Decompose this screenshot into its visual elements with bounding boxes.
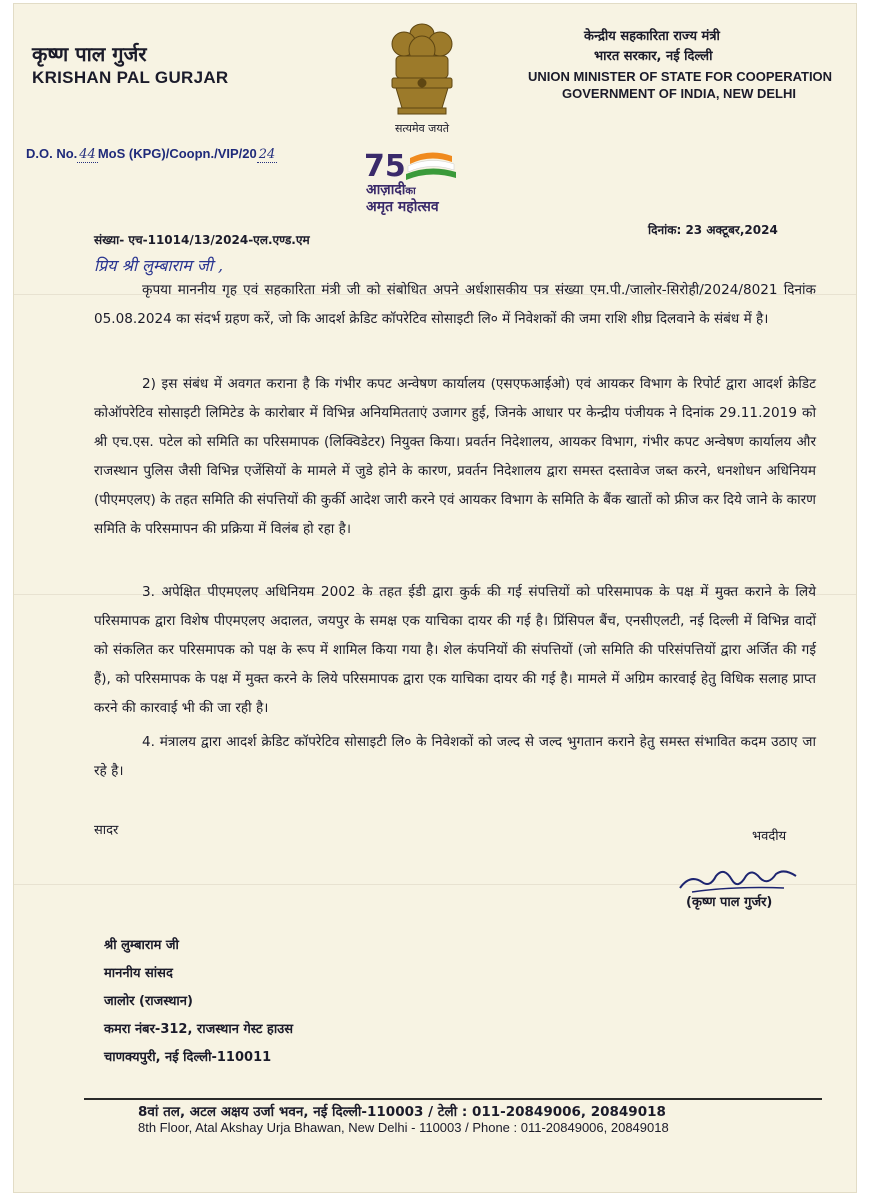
do-prefix: D.O. No.	[26, 146, 78, 161]
reference-number: संख्या- एच-11014/13/2024-एल.एण्ड.एम	[94, 233, 310, 247]
designation-english-1: UNION MINISTER OF STATE FOR COOPERATION	[528, 69, 833, 84]
designation-hindi-1: केन्द्रीय सहकारिता राज्य मंत्री	[584, 29, 720, 44]
closing-yours: भवदीय	[752, 829, 787, 844]
minister-name-hindi: कृष्ण पाल गुर्जर	[32, 42, 147, 66]
do-middle: MoS (KPG)/Coopn./VIP/20	[97, 146, 257, 161]
closing-regards: सादर	[94, 823, 119, 838]
letter-date: दिनांक: 23 अक्टूबर,2024	[648, 223, 778, 237]
paragraph-3: 3. अपेक्षित पीएमएलए अधिनियम 2002 के तहत ईडी द्वारा कुर्क की गई संपत्तियों को परिसमापक के पक्ष में मुक्त कराने के लिये परिसमापक द्वारा विशेष पीएमएलए अदालत, जयपुर के समक्ष एक याचिका दायर की गई है। प्रिंसिपल बैंच, एनसीएलटी, नई दिल्ली में विभिन्न वादों को संकलित कर परिसमापक को पक्ष के रूप में शामिल किया गया है। शेल कंपनियों की संपत्तियों (जो समिति की परिसंपत्तियों द्वारा अर्जित की गई हैं), को परिसमापक के पक्ष में मुक्त करने के लिये परिसमापक द्वारा एक याचिका दायर की गई है। मामले में अग्रिम कारवाई हेतु विधिक सलाह प्राप्त करने की कारवाई भी की जा रही है।	[94, 584, 816, 716]
addressee-line-4: कमरा नंबर-312, राजस्थान गेस्ट हाउस	[104, 1022, 294, 1037]
addressee-line-5: चाणक्यपुरी, नई दिल्ली-110011	[104, 1050, 272, 1065]
azadi-number: 75	[364, 149, 406, 184]
national-emblem-icon	[382, 20, 462, 120]
azadi-word: आज़ादी	[366, 182, 406, 198]
azadi-text-line2: अमृत महोत्सव	[366, 199, 439, 215]
footer-rule	[84, 1098, 822, 1100]
do-year: 24	[258, 147, 276, 162]
salutation: प्रिय श्री लुम्बाराम जी ,	[94, 256, 224, 275]
do-number: 44	[79, 147, 96, 162]
footer-address-english: 8th Floor, Atal Akshay Urja Bhawan, New Delhi - 110003 / Phone : 011-20849006, 20849018	[138, 1120, 669, 1135]
azadi-small-word: का	[405, 186, 416, 197]
footer-address-hindi: 8वां तल, अटल अक्षय उर्जा भवन, नई दिल्ली-110003 / टेली : 011-20849006, 20849018	[138, 1104, 666, 1120]
minister-name-english: KRISHAN PAL GURJAR	[32, 68, 229, 87]
addressee-line-3: जालोर (राजस्थान)	[104, 994, 193, 1009]
addressee-block	[104, 932, 293, 1072]
paragraph-4: 4. मंत्रालय द्वारा आदर्श क्रेडिट कॉपरेटिव सोसाइटी लि० के निवेशकों को जल्द से जल्द भुगतान कराने हेतु समस्त संभावित कदम उठाए जा रहे है।	[94, 734, 816, 779]
do-number-line	[26, 146, 277, 163]
paragraph-2: 2) इस संबंध में अवगत कराना है कि गंभीर कपट अन्वेषण कार्यालय (एसएफआईओ) एवं आयकर विभाग के रिपोर्ट द्वारा आदर्श क्रेडिट कोऑपरेटिव सोसाइटी लिमिटेड के कारोबार में विभिन्न अनियमितताएं उजागर हुई, जिनके आधार पर केन्द्रीय पंजीयक ने दिनांक 29.11.2019 को श्री एच.एस. पटेल को समिति का परिसमापक (लिक्विडेटर) नियुक्त किया। प्रवर्तन निदेशालय, आयकर विभाग, गंभीर कपट अन्वेषण कार्यालय और राजस्थान पुलिस जैसी विभिन्न एजेंसियों के मामले में जुडे होने के कारण, प्रवर्तन निदेशालय द्वारा समस्त दस्तावेज जब्त करने, धनशोधन अधिनियम (पीएमएलए) के तहत समिति की संपत्तियों की कुर्की आदेश जारी करने एवं आयकर विभाग के समिति के बैंक खातों को फ्रीज कर दिये जाने के कारण समिति के परिसमापन की प्रक्रिया में विलंब हो रहा है।	[94, 376, 816, 537]
emblem-motto: सत्यमेव जयते	[394, 122, 449, 135]
designation-block	[528, 26, 832, 101]
designation-hindi-2: भारत सरकार, नई दिल्ली	[594, 49, 713, 64]
paragraph-1: कृपया माननीय गृह एवं सहकारिता मंत्री जी को संबोधित अपने अर्धशासकीय पत्र संख्या एम.पी./जालोर-सिरोही/2024/8021 दिनांक 05.08.2024 का संदर्भ ग्रहण करें, जो कि आदर्श क्रेडिट कॉपरेटिव सोसाइटी लि० में निवेशकों की जमा राशि शीघ्र दिलवाने के संबंध में है।	[94, 282, 816, 327]
designation-english-2: GOVERNMENT OF INDIA, NEW DELHI	[562, 86, 796, 101]
signatory-name: (कृष्ण पाल गुर्जर)	[686, 895, 773, 910]
addressee-line-2: माननीय सांसद	[104, 966, 173, 981]
addressee-line-1: श्री लुम्बाराम जी	[104, 938, 179, 953]
